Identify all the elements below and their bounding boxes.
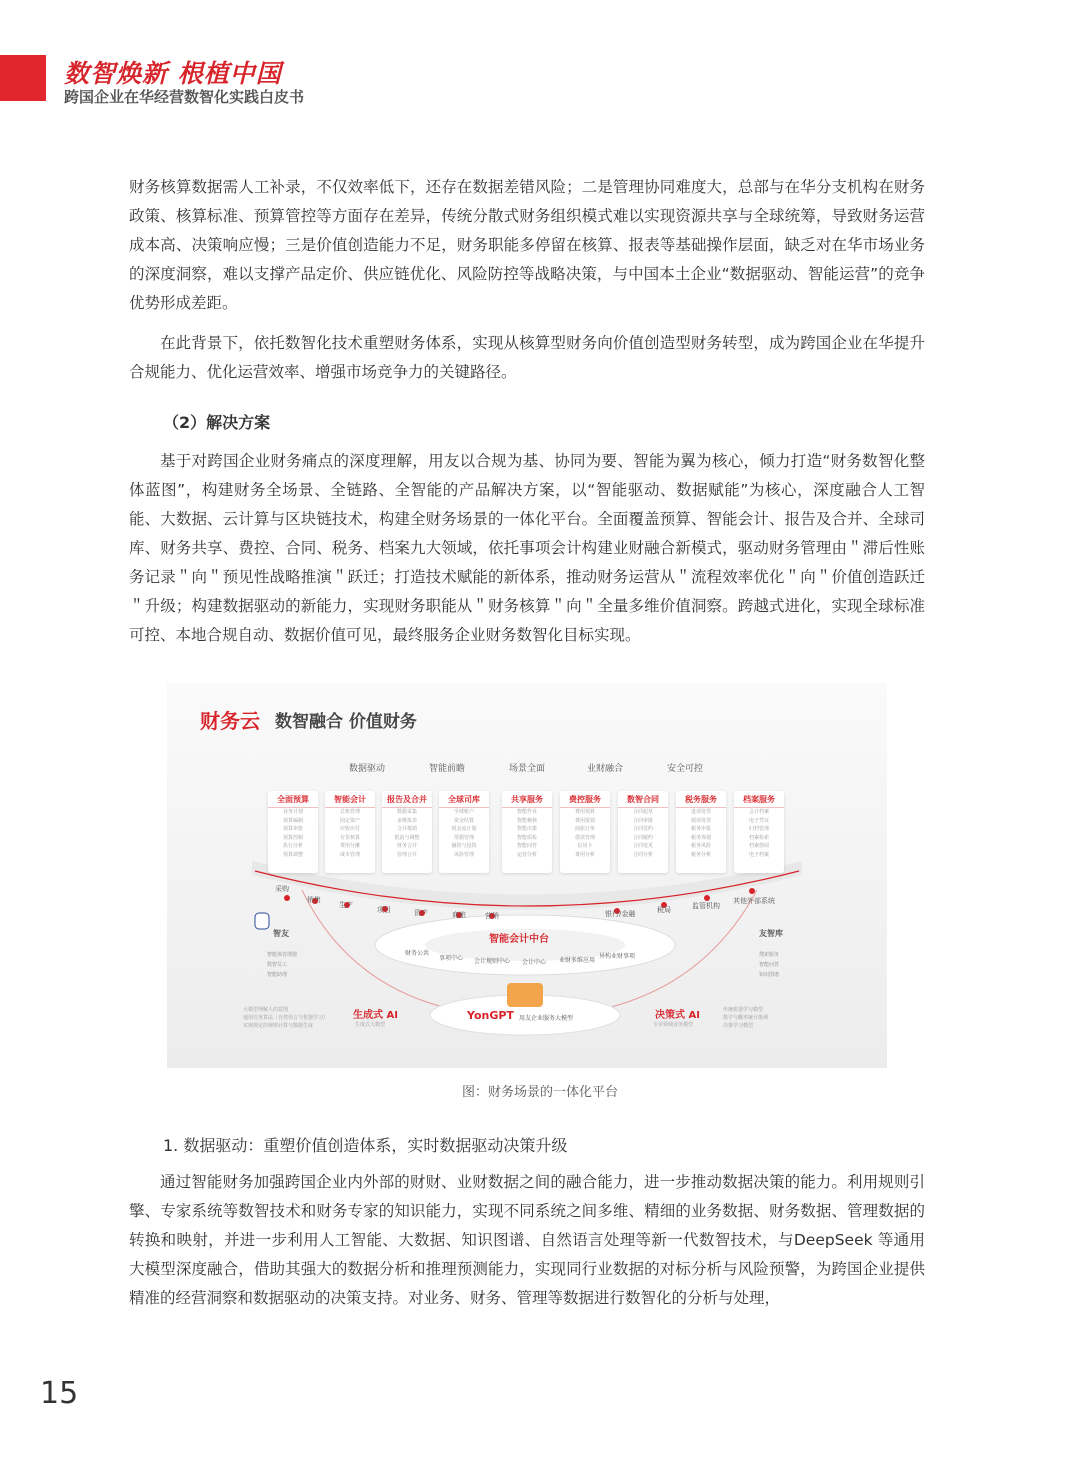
- center-item: 会计中心: [522, 959, 547, 966]
- module-title: 数智合同: [618, 791, 668, 808]
- diagram-tab: 场景全面: [509, 764, 546, 774]
- module-item: 会计档案: [748, 809, 769, 815]
- section-heading-solution: （2）解决方案: [163, 413, 271, 432]
- diagram-tab: 数据驱动: [349, 764, 386, 774]
- node-label: 营销: [485, 912, 499, 920]
- generative-ai-sub: 生成式大模型: [355, 1022, 386, 1028]
- left-panel-item: 数智员工: [267, 962, 288, 968]
- module-item: 总账管理: [339, 809, 360, 815]
- diagram-title: 财务云: [200, 709, 260, 733]
- decision-ai-sub: 专业领域业务模型: [653, 1022, 694, 1028]
- platform-diagram: [167, 683, 887, 1068]
- module-item: 固定资产: [339, 817, 360, 824]
- generative-ai-label: 生成式 AI: [353, 1010, 398, 1021]
- module-item: 费用分摊: [339, 843, 360, 849]
- center-item: 会计规则中心: [474, 958, 511, 965]
- module-item: 存货核算: [339, 834, 360, 841]
- module-item: 风险管理: [453, 851, 474, 858]
- module-item: 执行分析: [282, 843, 303, 849]
- module-item: 合同分析: [632, 851, 653, 858]
- module-item: 商旅订单: [574, 826, 595, 832]
- module-title: 全面预算: [268, 791, 318, 808]
- diagram-tab: 智能前瞻: [429, 764, 466, 774]
- module-item: 税务申报: [690, 826, 711, 832]
- module-card: [382, 791, 432, 873]
- module-card: [734, 791, 784, 873]
- module-item: 税务分析: [690, 851, 711, 858]
- module-item: 销项发票: [690, 817, 711, 824]
- module-item: 资金结算: [453, 817, 474, 824]
- module-item: 现金流计划: [451, 826, 477, 832]
- center-item: 异构业财事项: [599, 953, 636, 960]
- module-card: [618, 791, 668, 873]
- module-card: [502, 791, 552, 873]
- module-item: 智能问答: [516, 843, 537, 849]
- header-red-block: [0, 55, 46, 101]
- center-item: 业财多维应用: [559, 957, 596, 964]
- module-item: 合同起草: [632, 809, 653, 815]
- module-item: 进项发票: [690, 809, 711, 815]
- node-dot: [284, 895, 290, 901]
- left-panel-item: 智能体管理器: [267, 952, 298, 958]
- node-dot: [749, 888, 755, 894]
- paragraph-1: 财务核算数据需人工补录，不仅效率低下，还存在数据差错风险；二是管理协同难度大，总部与在华分支机构在财务政策、核算标准、预算管控等方面存在差异，传统分散式财务组织模式难以实现资源共享与全球统筹，导致财务运营成本高、决策响应慢；三是价值创造能力不足，财务职能多停留在核算、报表等基础操作层面，缺乏对在华市场业务的深度洞察，难以支撑产品定价、供应链优化、风险防控等战略决策，与中国本土企业“数据驱动、智能运营”的竞争优势形成差距。: [129, 178, 925, 312]
- module-item: 费用预算: [574, 809, 595, 815]
- node-label: 税局: [657, 906, 671, 914]
- diagram-subtitle: 数智融合 价值财务: [275, 712, 417, 732]
- module-item: 费用报销: [574, 817, 595, 824]
- node-label: 监管机构: [692, 902, 720, 910]
- module-title: 费控服务: [560, 791, 610, 808]
- right-panel-item: 智能问答: [759, 962, 780, 968]
- module-title: 报告及合并: [382, 791, 432, 808]
- right-panel-item: 知识图谱: [759, 972, 780, 978]
- module-item: 电子档案: [748, 851, 769, 858]
- module-item: 信用卡: [577, 843, 593, 849]
- left-note: 实现规定的规则计算与数据生成: [243, 1023, 314, 1029]
- right-panel-title: 友智库: [759, 929, 783, 938]
- module-item: 成本管理: [339, 851, 360, 858]
- center-item: 事项中心: [439, 955, 464, 962]
- module-item: 抵消与调整: [394, 834, 420, 841]
- module-item: 智能作业: [516, 809, 537, 815]
- module-item: 合同签约: [632, 826, 653, 832]
- node-label: 商旅: [452, 911, 466, 919]
- brand-subtitle: 跨国企业在华经营数智化实践白皮书: [64, 88, 305, 106]
- module-card: [268, 791, 318, 873]
- left-note: 通用任务算法（自然语言与机器学习）: [243, 1015, 329, 1021]
- module-item: 智能稽核: [516, 817, 537, 824]
- node-label: 资产: [414, 909, 428, 917]
- module-item: 应收应付: [339, 826, 360, 832]
- left-panel-title: 智友: [273, 929, 289, 938]
- node-label: 项目: [377, 906, 391, 914]
- assistant-robot-icon: [255, 913, 269, 929]
- module-item: 费用分析: [574, 851, 595, 858]
- module-title: 全球司库: [439, 791, 489, 808]
- module-item: 合同履约: [632, 834, 653, 841]
- module-card: [439, 791, 489, 873]
- module-item: 归档管理: [748, 826, 769, 832]
- right-panel-item: 搜索服务: [759, 952, 780, 958]
- center-item: 财务公共: [405, 950, 430, 957]
- module-item: 预算审批: [282, 826, 303, 832]
- paragraph-3: 基于对跨国企业财务痛点的深度理解，用友以合规为基、协同为要、智能为翼为核心，倾力打造“财务数智化整体蓝图”，构建财务全场景、全链路、全智能的产品解决方案，以“智能驱动、数据赋能”为核心，深度融合人工智能、大数据、云计算与区块链技术，构建全财务场景的一体化平台。全面覆盖预算、智能会计、报告及合并、全球司库、财务共享、费控、合同、税务、档案九大领域，依托事项会计构建业财融合新模式，驱动财务管理由＂滞后性账务记录＂向＂预见性战略推演＂跃迁；打造技术赋能的新体系，推动财务运营从＂流程效率优化＂向＂价值创造跃迁＂升级；构建数据驱动的新能力，实现财务职能从＂财务核算＂向＂全量多维价值洞察。跨越式进化，实现全球标准可控、本地合规自动、数据价值可见，最终服务企业财务数智化目标实现。: [129, 452, 925, 644]
- right-note: 数学与概率统计推测: [723, 1015, 769, 1021]
- module-item: 档案检索: [748, 834, 769, 841]
- module-item: 全球账户: [453, 809, 474, 815]
- module-item: 合同变更: [632, 843, 653, 849]
- module-item: 预算调整: [282, 851, 303, 858]
- yongpt-description: 用友企业服务大模型: [519, 1015, 574, 1022]
- module-card: [325, 791, 375, 873]
- module-title: 税务服务: [676, 791, 726, 808]
- module-item: 智能质检: [516, 834, 537, 841]
- figure-caption: 图：财务场景的一体化平台: [461, 1085, 618, 1100]
- module-title: 共享服务: [502, 791, 552, 808]
- decision-ai-label: 决策式 AI: [655, 1010, 700, 1021]
- module-item: 合同审批: [632, 817, 653, 824]
- node-label: 生产: [339, 901, 353, 909]
- right-note: 传统机器学习模型: [723, 1007, 764, 1013]
- node-label: 采购: [275, 885, 289, 893]
- diagram-tab: 业财融合: [587, 764, 624, 774]
- module-item: 预算控制: [282, 834, 303, 841]
- module-title: 档案服务: [734, 791, 784, 808]
- node-label: 销售: [307, 896, 321, 904]
- module-item: 借款管理: [574, 834, 595, 841]
- module-item: 运营分析: [516, 851, 537, 858]
- module-item: 电子凭证: [748, 817, 769, 824]
- left-panel-item: 智能助理: [267, 972, 288, 978]
- diagram-tab: 安全可控: [667, 764, 704, 774]
- module-card: [560, 791, 610, 873]
- brand-title: 数智焕新 根植中国: [64, 59, 282, 88]
- paragraph-4: 通过智能财务加强跨国企业内外部的财财、业财数据之间的融合能力，进一步推动数据决策的能力。利用规则引擎、专家系统等数智技术和财务专家的知识能力，实现不同系统之间多维、精细的业务数据、财务数据、管理数据的转换和映射，并进一步利用人工智能、大数据、知识图谱、自然语言处理等新一代数智技术，与DeepSeek 等通用大模型深度融合，借助其强大的数据分析和推理预测能力，实现同行业数据的对标分析与风险预警，为跨国企业提供精准的经营洞察和数据驱动的决策支持。对业务、财务、管理等数据进行数智化的分析与处理，: [129, 1173, 925, 1307]
- section-heading-data-driven: 1. 数据驱动：重塑价值创造体系，实时数据驱动决策升级: [163, 1136, 568, 1155]
- module-card: [676, 791, 726, 873]
- module-item: 票据管理: [453, 834, 474, 841]
- module-item: 税务风险: [690, 843, 711, 849]
- module-item: 档案借阅: [748, 843, 769, 849]
- node-label: 其他外部系统: [733, 897, 775, 905]
- page-number: 15: [40, 1376, 79, 1411]
- module-item: 智能决策: [516, 826, 537, 832]
- module-item: 管理合并: [396, 851, 417, 858]
- module-item: 预算编制: [282, 817, 303, 824]
- right-note: 决策学习模型: [723, 1023, 754, 1029]
- yongpt-label: YonGPT: [467, 1009, 514, 1022]
- node-label: 银行/金融: [605, 910, 636, 918]
- robot-icon: [507, 983, 543, 1007]
- module-item: 业务计划: [282, 809, 303, 815]
- module-item: 合并抵销: [396, 826, 417, 832]
- module-item: 税务筹划: [690, 834, 711, 841]
- module-item: 融资与投资: [451, 843, 477, 849]
- left-note: 大模型理解人的意图: [243, 1007, 289, 1013]
- center-title: 智能会计中台: [489, 934, 549, 945]
- module-title: 智能会计: [325, 791, 375, 808]
- module-item: 数据采集: [396, 809, 417, 815]
- module-item: 多维报表: [396, 817, 417, 824]
- module-item: 财务合并: [396, 843, 417, 849]
- paragraph-2: 在此背景下，依托数智化技术重塑财务体系，实现从核算型财务向价值创造型财务转型，成为跨国企业在华提升合规能力、优化运营效率、增强市场竞争力的关键路径。: [129, 334, 925, 381]
